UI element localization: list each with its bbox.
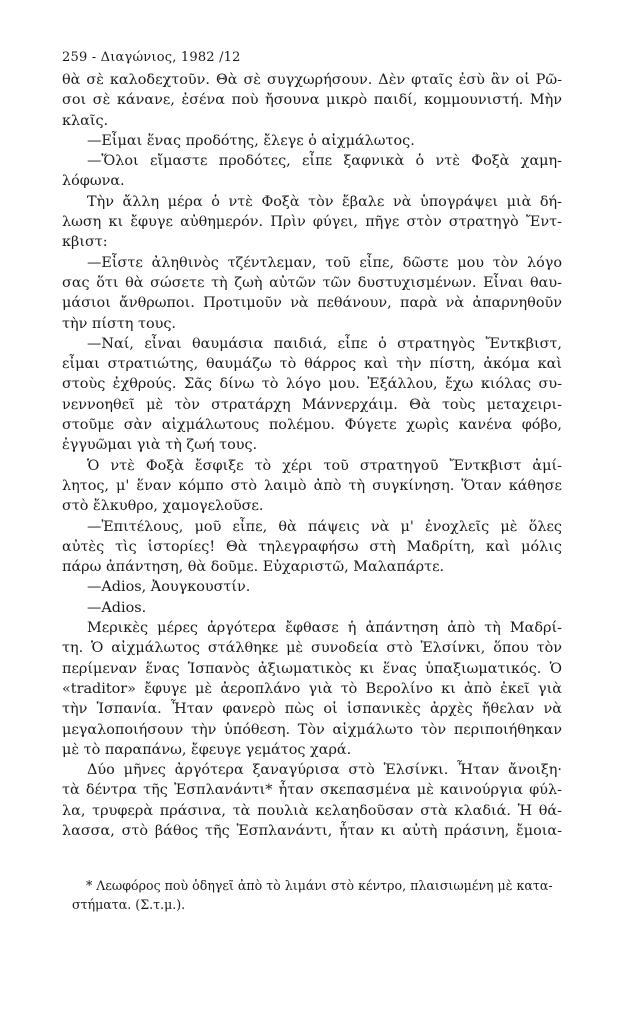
text-line: —Ἐπιτέλους, μοῦ εἶπε, θὰ πάψεις νὰ μ' ἐνοχλεῖς μὲ ὅλες [87, 518, 562, 535]
text-line: κλαῖς. [62, 112, 109, 129]
text-line: θὰ σὲ καλοδεχτοῦν. Θὰ σὲ συγχωρήσουν. Δὲν φταῖς ἐσὺ ἂν οἱ Ρῶ- [62, 72, 562, 88]
text-line: «traditor» ἔφυγε μὲ ἀεροπλάνο γιὰ τὸ Βερολίνο κι ἀπὸ ἐκεῖ γιὰ [62, 680, 562, 697]
text-line: λωση κι ἔφυγε αὐθημερόν. Πρὶν φύγει, πῆγε στὸν στρατηγὸ Ἔντ- [62, 214, 562, 231]
text-line: σας ὅτι θὰ σώσετε τὴ ζωὴ αὐτῶν τῶν δυστυχισμένων. Εἶναι θαυ- [62, 274, 562, 291]
text-line: μεγαλοποιήσουν τὴν ὑπόθεση. Τὸν αἰχμάλωτο τὸν περιποιήθηκαν [62, 721, 562, 738]
text-line: περίμεναν ἕνας Ἱσπανὸς ἀξιωματικὸς κι ἕνας ὑπαξιωματικός. Ὁ [62, 660, 562, 677]
running-head: 259 - Διαγώνιος, 1982 /12 [62, 50, 241, 65]
text-line: —Ὅλοι εἴμαστε προδότες, εἶπε ξαφνικὰ ὁ ντὲ Φοξὰ χαμη- [87, 153, 562, 170]
text-line: εἶμαι στρατιώτης, θαυμάζω τὸ θάρρος καὶ τὴν πίστη, ἀκόμα καὶ [62, 356, 562, 373]
text-line: πάρω ἀπάντηση, θὰ δοῦμε. Εὐχαριστῶ, Μαλαπάρτε. [62, 559, 445, 576]
text-line: Τὴν ἄλλη μέρα ὁ ντὲ Φοξὰ τὸν ἔβαλε νὰ ὑπογράψει μιὰ δή- [87, 193, 562, 210]
text-line: μάσιοι ἄνθρωποι. Προτιμοῦν νὰ πεθάνουν, παρὰ νὰ ἀπαρνηθοῦν [62, 295, 562, 312]
text-line: σοι σὲ κάνανε, ἐσένα ποὺ ἤσουνα μικρὸ παιδί, κομμουνιστή. Μὴν [62, 92, 562, 109]
text-line: —Εἶστε ἀληθινὸς τζέντλεμαν, τοῦ εἶπε, δῶστε μου τὸν λόγο [87, 254, 562, 271]
text-line: στοῦμε σὰν αἰχμάλωτους πολέμου. Φύγετε χωρὶς κανένα φόβο, [62, 417, 562, 434]
text-line: τὰ δέντρα τῆς Ἐσπλανάντι* ἦταν σκεπασμένα μὲ καινούργια φύλ- [62, 782, 562, 799]
text-line: —Εἶμαι ἕνας προδότης, ἔλεγε ὁ αἰχμάλωτος. [87, 132, 415, 149]
text-line: νεννοηθεῖ μὲ τὸν στρατάρχη Μάννερχάιμ. Θὰ τοὺς μεταχειρι- [62, 396, 562, 413]
text-line: στοὺς ἐχθρούς. Σᾶς δίνω τὸ λόγο μου. Ἐξάλλου, ἔχω κιόλας συ- [62, 376, 562, 393]
text-line: αὐτὲς τὶς ἱστορίες! Θὰ τηλεγραφήσω στὴ Μαδρίτη, καὶ μόλις [62, 538, 562, 555]
text-line: Ὁ ντὲ Φοξὰ ἔσφιξε τὸ χέρι τοῦ στρατηγοῦ Ἔντκβιστ ἀμί- [87, 457, 562, 474]
text-line: Δύο μῆνες ἀργότερα ξαναγύρισα στὸ Ἑλσίνκι. Ἦταν ἄνοιξη· [87, 762, 562, 779]
text-line: τὴν Ἱσπανία. Ἦταν φανερὸ πὼς οἱ ἱσπανικὲς ἀρχὲς ἤθελαν νὰ [62, 701, 562, 718]
text-line: κβιστ: [62, 234, 108, 251]
text-line: —Ναί, εἶναι θαυμάσια παιδιά, εἶπε ὁ στρατηγὸς Ἔντκβιστ, [87, 335, 562, 352]
text-line: λα, τρυφερὰ πράσινα, τὰ πουλιὰ κελαηδοῦσαν στὰ κλαδιά. Ἡ θά- [62, 802, 562, 819]
text-line: Μερικὲς μέρες ἀργότερα ἔφθασε ἡ ἀπάντηση ἀπὸ τὴ Μαδρί- [87, 620, 562, 637]
footnote-line: στήματα. (Σ.τ.μ.). [72, 897, 186, 912]
text-line: λητος, μ' ἕναν κόμπο στὸ λαιμὸ ἀπὸ τὴ συγκίνηση. Ὅταν κάθησε [62, 477, 562, 494]
text-line: —Adios. [87, 599, 147, 616]
text-line: τὴν πίστη τους. [62, 315, 176, 332]
text-line: ἐγγυῶμαι γιὰ τὴ ζωή τους. [62, 437, 258, 454]
footnote [72, 876, 562, 914]
text-line: μὲ τὸ παραπάνω, ἔφευγε γεμάτος χαρά. [62, 741, 352, 758]
text-line: τη. Ὁ αἰχμάλωτος στάλθηκε μὲ συνοδεία στὸ Ἑλσίνκι, ὅπου τὸν [62, 640, 562, 657]
text-line: στὸ ἔλκυθρο, χαμογελοῦσε. [62, 498, 264, 515]
text-line: λασσα, στὸ βάθος τῆς Ἐσπλανάντι, ἦταν κι αὐτὴ πράσινη, ἔμοια- [62, 822, 562, 839]
text-line: —Adios, Ἀουγκουστίν. [87, 579, 251, 596]
body-text [62, 70, 562, 841]
text-line: λόφωνα. [62, 173, 125, 190]
footnote-line: * Λεωφόρος ποὺ ὁδηγεῖ ἀπὸ τὸ λιμάνι στὸ κέντρο, πλαισιωμένη μὲ κατα- [86, 878, 553, 893]
